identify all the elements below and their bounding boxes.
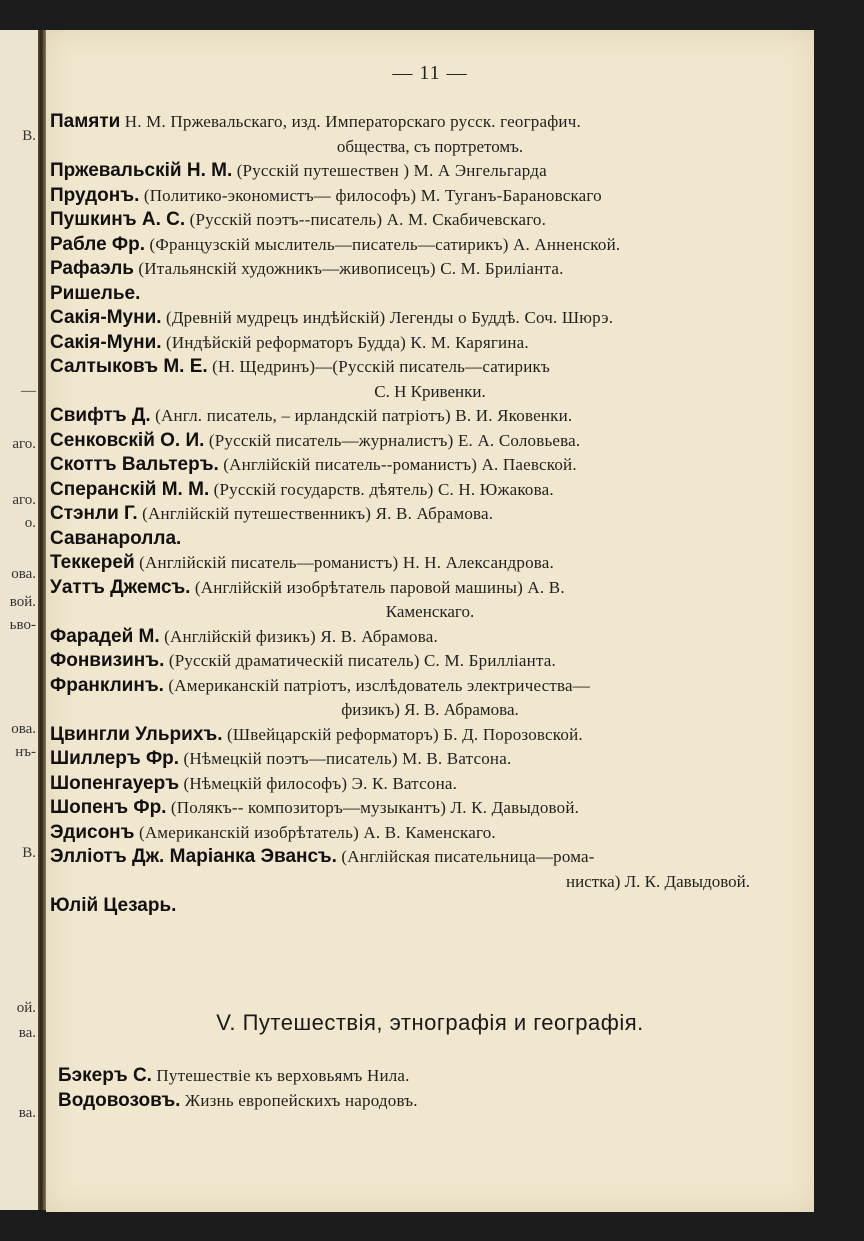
bibliography-entry <box>50 478 750 503</box>
entry-name: Памяти <box>50 111 121 132</box>
entry-name: Фонвизинъ. <box>50 650 165 671</box>
bibliography-entry <box>50 159 750 184</box>
bibliography-entry <box>50 331 750 356</box>
entry-description: (Англійскій изобрѣтатель паровой машины) А. В. <box>190 577 565 597</box>
entry-name: Сперанскій М. М. <box>50 478 210 500</box>
entry-name: Сенковскій О. И. <box>50 429 205 451</box>
entry-name: Цвингли Ульрихъ. <box>50 723 223 745</box>
bibliography-entry <box>50 772 750 797</box>
entry-name: Скоттъ Вальтеръ. <box>50 454 219 475</box>
entry-name: Прудонъ. <box>50 184 140 206</box>
entry-name: Бэкеръ С. <box>58 1065 152 1086</box>
entry-description: (Русскій поэтъ--писатель) А. М. Скабичевскаго. <box>185 210 547 229</box>
entry-description: (Американскій патріотъ, изслѣдователь электричества— <box>163 675 590 695</box>
entry-description: (Американскій изобрѣтатель) А. В. Каменскаго. <box>134 822 496 842</box>
entry-description: (Итальянскій художникъ—живописецъ) С. М. Бриліанта. <box>133 259 564 278</box>
entry-name: Шопенгауеръ <box>50 772 180 794</box>
entry-name: Стэнли Г. <box>50 503 138 524</box>
entry-description: Жизнь европейскихъ народовъ. <box>180 1090 418 1110</box>
entry-description: (Англійскій физикъ) Я. В. Абрамова. <box>159 626 438 646</box>
bibliography-entry <box>50 306 750 331</box>
bibliography-entry <box>50 110 750 135</box>
bibliography-entry <box>50 184 750 209</box>
entry-name: Уаттъ Джемсъ. <box>50 576 191 598</box>
facing-page-text: о. <box>24 515 36 531</box>
facing-page-text: нъ- <box>15 744 36 760</box>
entry-continuation: С. Н Кривенки. <box>374 381 486 401</box>
entry-description: (Англійскій писатель--романистъ) А. Паевской. <box>218 455 577 474</box>
facing-page-text: ова. <box>11 721 36 737</box>
entry-name: Юлій Цезарь. <box>50 895 177 916</box>
facing-page-text: ой. <box>16 1000 36 1016</box>
bibliography-entry <box>50 257 750 282</box>
entry-name: Свифтъ Д. <box>50 405 151 426</box>
entry-description: (Англійскій писатель—романистъ) Н. Н. Александрова. <box>134 553 554 572</box>
entry-name: Франклинъ. <box>50 674 164 696</box>
section-heading: V. Путешествія, этнографія и географія. <box>216 1010 644 1035</box>
bibliography-entry <box>50 429 750 454</box>
entry-name: Пушкинъ А. С. <box>50 209 186 230</box>
entry-description: (Русскій драматическій писатель) С. М. Брилліанта. <box>164 651 556 670</box>
entry-list-travel <box>58 1064 758 1113</box>
entry-name: Шиллеръ Фр. <box>50 748 180 769</box>
facing-page-text: ва. <box>18 1025 36 1041</box>
bibliography-entry <box>50 674 750 699</box>
entry-name: Эллiотъ Дж. Маріанка Эвансъ. <box>50 846 337 867</box>
entry-description: (Индѣйскій реформаторъ Будда) К. М. Карягина. <box>161 332 529 352</box>
bibliography-entry <box>50 527 750 552</box>
entry-continuation: Каменскаго. <box>385 602 475 621</box>
bibliography-entry <box>50 821 750 846</box>
bibliography-entry <box>50 723 750 748</box>
book-page <box>46 30 814 1212</box>
entry-description: (Нѣмецкій философъ) Э. К. Ватсона. <box>179 773 458 793</box>
entry-description: (Полякъ-- композиторъ—музыкантъ) Л. К. Давыдовой. <box>166 798 580 817</box>
entry-description: (Англійскій путешественникъ) Я. В. Абрамова. <box>137 504 494 523</box>
facing-page-text: — <box>21 383 36 399</box>
bibliography-entry <box>50 649 750 674</box>
entry-continuation: физикъ) Я. В. Абрамова. <box>341 700 519 719</box>
facing-page-text: В. <box>22 128 36 144</box>
entry-description: (Н. Щедринъ)—(Русскій писатель—сатирикъ <box>207 357 550 376</box>
entry-description: Н. М. Пржевальскаго, изд. Императорскаго русск. географич. <box>120 112 581 131</box>
entry-description: Путешествіе къ верховьямъ Нила. <box>151 1066 410 1085</box>
entry-name: Пржевальскій Н. М. <box>50 160 233 181</box>
bibliography-entry <box>50 576 750 601</box>
bibliography-entry <box>50 625 750 650</box>
entry-description: (Нѣмецкій поэтъ—писатель) М. В. Ватсона. <box>179 749 512 768</box>
bibliography-entry <box>58 1089 758 1114</box>
entry-name: Рафаэль <box>50 258 134 279</box>
entry-description: (Политико-экономистъ— философъ) М. Туганъ-Барановскаго <box>139 185 602 205</box>
entry-description: (Швейцарскій реформаторъ) Б. Д. Порозовской. <box>222 724 583 744</box>
bibliography-entry <box>50 282 750 307</box>
entry-name: Салтыковъ М. Е. <box>50 356 208 377</box>
entry-description: (Англійская писательница—рома- <box>336 847 595 866</box>
book-gutter <box>38 30 46 1210</box>
bibliography-entry <box>50 453 750 478</box>
facing-page-text: ова. <box>11 566 36 582</box>
entry-name: Ришелье. <box>50 282 141 304</box>
entry-description: (Французскій мыслитель—писатель—сатирикъ) А. Анненской. <box>145 234 621 254</box>
entry-continuation: общества, съ портретомъ. <box>336 136 524 156</box>
bibliography-entry <box>50 502 750 527</box>
facing-page-text: В. <box>22 845 36 861</box>
bibliography-entry <box>50 208 750 233</box>
entry-name: Саванаролла. <box>50 527 182 549</box>
entry-description: (Русскій государств. дѣятель) С. Н. Южакова. <box>209 479 554 499</box>
bibliography-entry <box>58 1064 758 1089</box>
bibliography-entry <box>50 551 750 576</box>
facing-page-text: аго. <box>12 492 36 508</box>
bibliography-entry <box>50 796 750 821</box>
entry-name: Фарадей М. <box>50 625 160 647</box>
facing-page-text: аго. <box>12 436 36 452</box>
bibliography-entry <box>50 233 750 258</box>
entry-description: (Русскій писатель—журналистъ) Е. А. Соловьева. <box>204 430 581 450</box>
bibliography-entry <box>50 894 750 919</box>
facing-page-text: вой. <box>9 594 36 610</box>
entry-name: Шопенъ Фр. <box>50 797 167 818</box>
entry-name: Сакія-Муни. <box>50 307 162 328</box>
entry-description: (Древній мудрецъ индѣйскій) Легенды о Буддѣ. Соч. Шюрэ. <box>161 308 614 327</box>
entry-name: Водовозовъ. <box>58 1089 181 1111</box>
entry-description: (Русскій путешествен ) М. А Энгельгарда <box>232 161 547 180</box>
entry-name: Сакія-Муни. <box>50 331 162 353</box>
entry-name: Эдисонъ <box>50 821 135 843</box>
bibliography-entry <box>50 747 750 772</box>
bibliography-entry <box>50 355 750 380</box>
entry-list <box>50 110 750 919</box>
bibliography-entry <box>50 845 750 870</box>
entry-name: Теккерей <box>50 552 135 573</box>
facing-page-text: ва. <box>18 1105 36 1121</box>
entry-description: (Англ. писатель, – ирландскій патріотъ) В. И. Яковенки. <box>150 406 573 425</box>
bibliography-entry <box>50 404 750 429</box>
entry-continuation: нистка) Л. К. Давыдовой. <box>566 871 750 891</box>
facing-page-text: ьво- <box>9 617 36 633</box>
page-number: — 11 — <box>392 62 468 84</box>
entry-name: Рабле Фр. <box>50 233 146 255</box>
